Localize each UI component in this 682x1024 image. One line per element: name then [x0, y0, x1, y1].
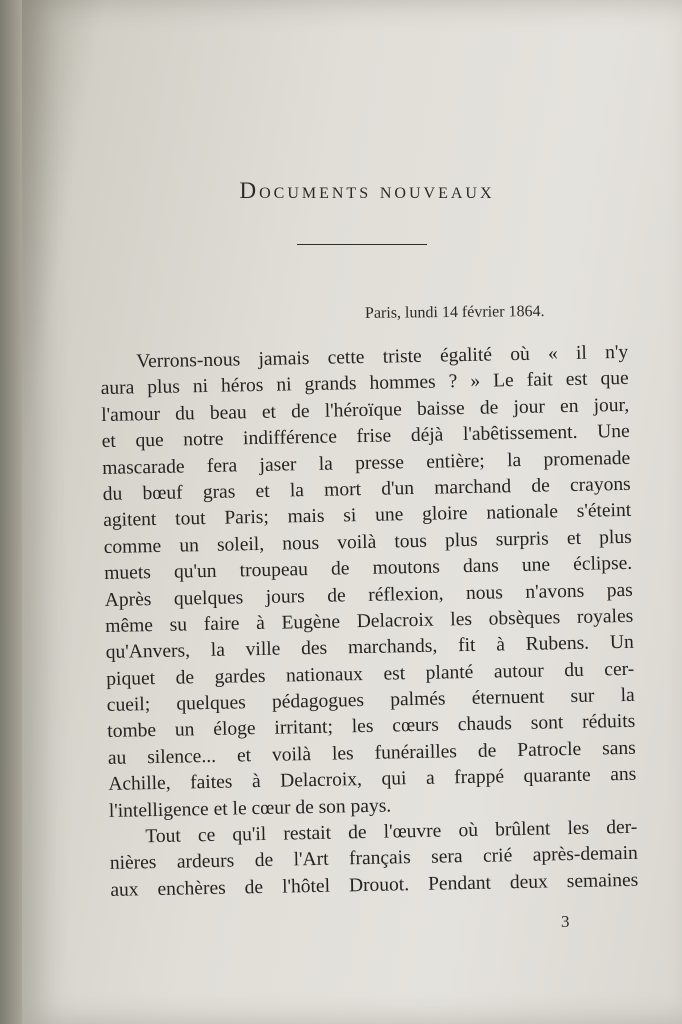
- book-page: [22, 0, 682, 1024]
- text-line: l'intelligence et le cœur de son pays.: [108, 795, 392, 822]
- text-line: Tout ce qu'il restait de l'œuvre où brûlent les der-: [145, 816, 638, 848]
- body-text: [100, 340, 639, 904]
- text-line: aura plus ni héros ni grands hommes ? » Le fait est que: [100, 368, 629, 400]
- page-number: 3: [561, 912, 570, 931]
- chapter-title: Documents nouveaux: [239, 178, 495, 203]
- text-line: agitent tout Paris; mais si une gloire nationale s'éteint: [103, 500, 632, 532]
- text-line: qu'Anvers, la ville des marchands, fit à Rubens. Un: [105, 632, 634, 664]
- text-line: muets qu'un troupeau de moutons dans une éclipse.: [104, 552, 633, 585]
- text-line: au silence... et voilà les funérailles de Patrocle sans: [107, 737, 636, 769]
- text-line: tombe un éloge irritant; les cœurs chauds sont réduits: [107, 711, 636, 743]
- text-line: nières ardeurs de l'Art français sera crié après-demain: [109, 843, 638, 875]
- text-line: aux enchères de l'hôtel Drouot. Pendant deux semaines: [110, 869, 639, 901]
- dateline: Paris, lundi 14 février 1864.: [365, 303, 546, 322]
- text-line: piquet de gardes nationaux est planté autour du cer-: [106, 658, 635, 690]
- text-line: Après quelques jours de réflexion, nous n'avons pas: [104, 579, 633, 611]
- text-line: du bœuf gras et la mort d'un marchand de crayons: [102, 473, 631, 505]
- text-line: même su faire à Eugène Delacroix les obsèques royales: [105, 605, 634, 637]
- text-line: l'amour du beau et de l'héroïque baisse de jour en jour,: [101, 394, 630, 426]
- text-line: Achille, faites à Delacroix, qui a frappé quarante ans: [108, 764, 637, 796]
- text-line: et que notre indifférence frise déjà l'abêtissement. Une: [101, 421, 630, 453]
- text-line: cueil; quelques pédagogues palmés éternuent sur la: [106, 684, 635, 717]
- text-line: Verrons-nous jamais cette triste égalité où « il n'y: [136, 341, 629, 373]
- text-line: comme un soleil, nous voilà tous plus surpris et plus: [103, 526, 632, 558]
- title-rule: [297, 244, 427, 245]
- text-line: mascarade fera jaser la presse entière; la promenade: [102, 447, 631, 479]
